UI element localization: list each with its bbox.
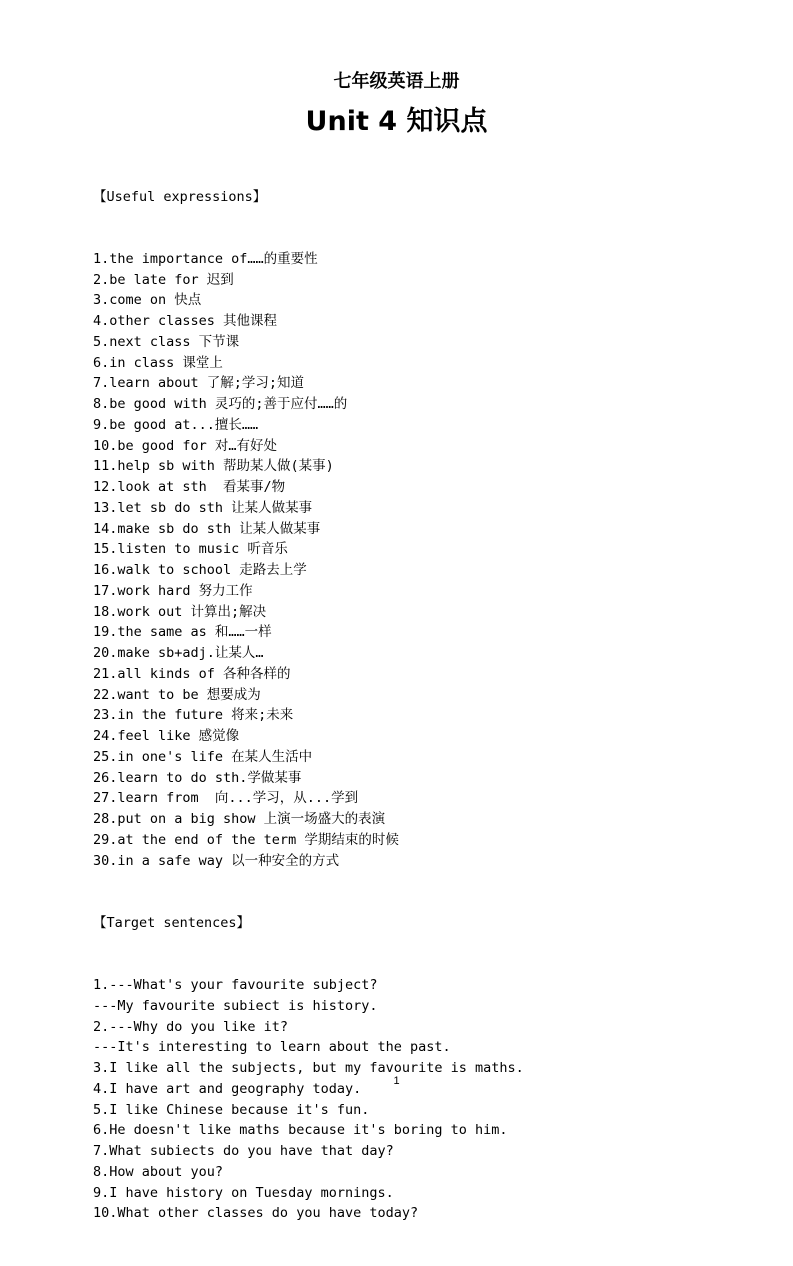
expression-item: 28.put on a big show 上演一场盛大的表演 bbox=[93, 811, 386, 827]
expression-item: 17.work hard 努力工作 bbox=[93, 582, 253, 599]
sentence-item: 2.---Why do you like it? bbox=[93, 1018, 289, 1035]
expression-item: 7.learn about 了解;学习;知道 bbox=[93, 375, 305, 392]
expression-item: 26.learn to do sth.学做某事 bbox=[93, 769, 302, 786]
sentence-item: ---It's interesting to learn about the past. bbox=[93, 1039, 451, 1056]
useful-expressions-list bbox=[93, 249, 753, 872]
sentence-item: 5.I like Chinese because it's fun. bbox=[93, 1101, 370, 1118]
expression-item: 30.in a safe way 以一种安全的方式 bbox=[93, 852, 340, 869]
sentence-item: 9.I have history on Tuesday mornings. bbox=[93, 1184, 394, 1201]
expression-item: 21.all kinds of 各种各样的 bbox=[93, 665, 291, 682]
section-heading-target-sentences: 【Target sentences】 bbox=[93, 914, 251, 931]
section-heading-useful-expressions: 【Useful expressions】 bbox=[93, 188, 267, 205]
expression-item: 1.the importance of……的重要性 bbox=[93, 250, 318, 267]
expression-item: 27.learn from 向...学习，从...学到 bbox=[93, 790, 359, 807]
expression-item: 6.in class 课堂上 bbox=[93, 354, 223, 371]
expression-item: 13.let sb do sth 让某人做某事 bbox=[93, 499, 313, 516]
expression-item: 8.be good with 灵巧的;善于应付……的 bbox=[93, 396, 348, 412]
sentence-item: 3.I like all the subjects, but my favourite is maths. bbox=[93, 1060, 524, 1076]
sentence-item: 10.What other classes do you have today? bbox=[93, 1205, 419, 1222]
expression-item: 10.be good for 对…有好处 bbox=[93, 437, 278, 454]
expression-item: 25.in one's life 在某人生活中 bbox=[93, 748, 313, 765]
expression-item: 3.come on 快点 bbox=[93, 292, 202, 309]
expression-item: 11.help sb with 帮助某人做(某事) bbox=[93, 458, 334, 475]
target-sentences-list bbox=[93, 975, 753, 1224]
document-title: Unit 4 知识点 bbox=[305, 106, 488, 137]
expression-item: 18.work out 计算出;解决 bbox=[93, 603, 267, 620]
sentence-item: ---My favourite subiect is history. bbox=[93, 997, 378, 1014]
expression-item: 23.in the future 将来;未来 bbox=[93, 707, 294, 724]
expression-item: 12.look at sth 看某事/物 bbox=[93, 479, 286, 495]
expression-item: 24.feel like 感觉像 bbox=[93, 728, 240, 744]
expression-item: 2.be late for 迟到 bbox=[93, 271, 234, 288]
sentence-item: 1.---What's your favourite subject? bbox=[93, 977, 378, 993]
expression-item: 16.walk to school 走路去上学 bbox=[93, 562, 307, 578]
sentence-item: 6.He doesn't like maths because it's boring to him. bbox=[93, 1122, 508, 1139]
expression-item: 22.want to be 想要成为 bbox=[93, 686, 261, 703]
sentence-item: 8.How about you? bbox=[93, 1163, 224, 1180]
expression-item: 5.next class 下节课 bbox=[93, 333, 240, 350]
expression-item: 9.be good at...擅长…… bbox=[93, 416, 259, 433]
expression-item: 14.make sb do sth 让某人做某事 bbox=[93, 520, 321, 537]
expression-item: 20.make sb+adj.让某人… bbox=[93, 645, 264, 661]
expression-item: 4.other classes 其他课程 bbox=[93, 313, 278, 329]
page-number: 1 bbox=[393, 1075, 400, 1087]
expression-item: 19.the same as 和……一样 bbox=[93, 624, 272, 641]
document-subtitle: 七年级英语上册 bbox=[333, 71, 460, 92]
expression-item: 29.at the end of the term 学期结束的时候 bbox=[93, 831, 399, 848]
expression-item: 15.listen to music 听音乐 bbox=[93, 541, 288, 558]
sentence-item: 4.I have art and geography today. bbox=[93, 1080, 362, 1097]
sentence-item: 7.What subiects do you have that day? bbox=[93, 1143, 394, 1159]
document-content bbox=[93, 145, 753, 1266]
